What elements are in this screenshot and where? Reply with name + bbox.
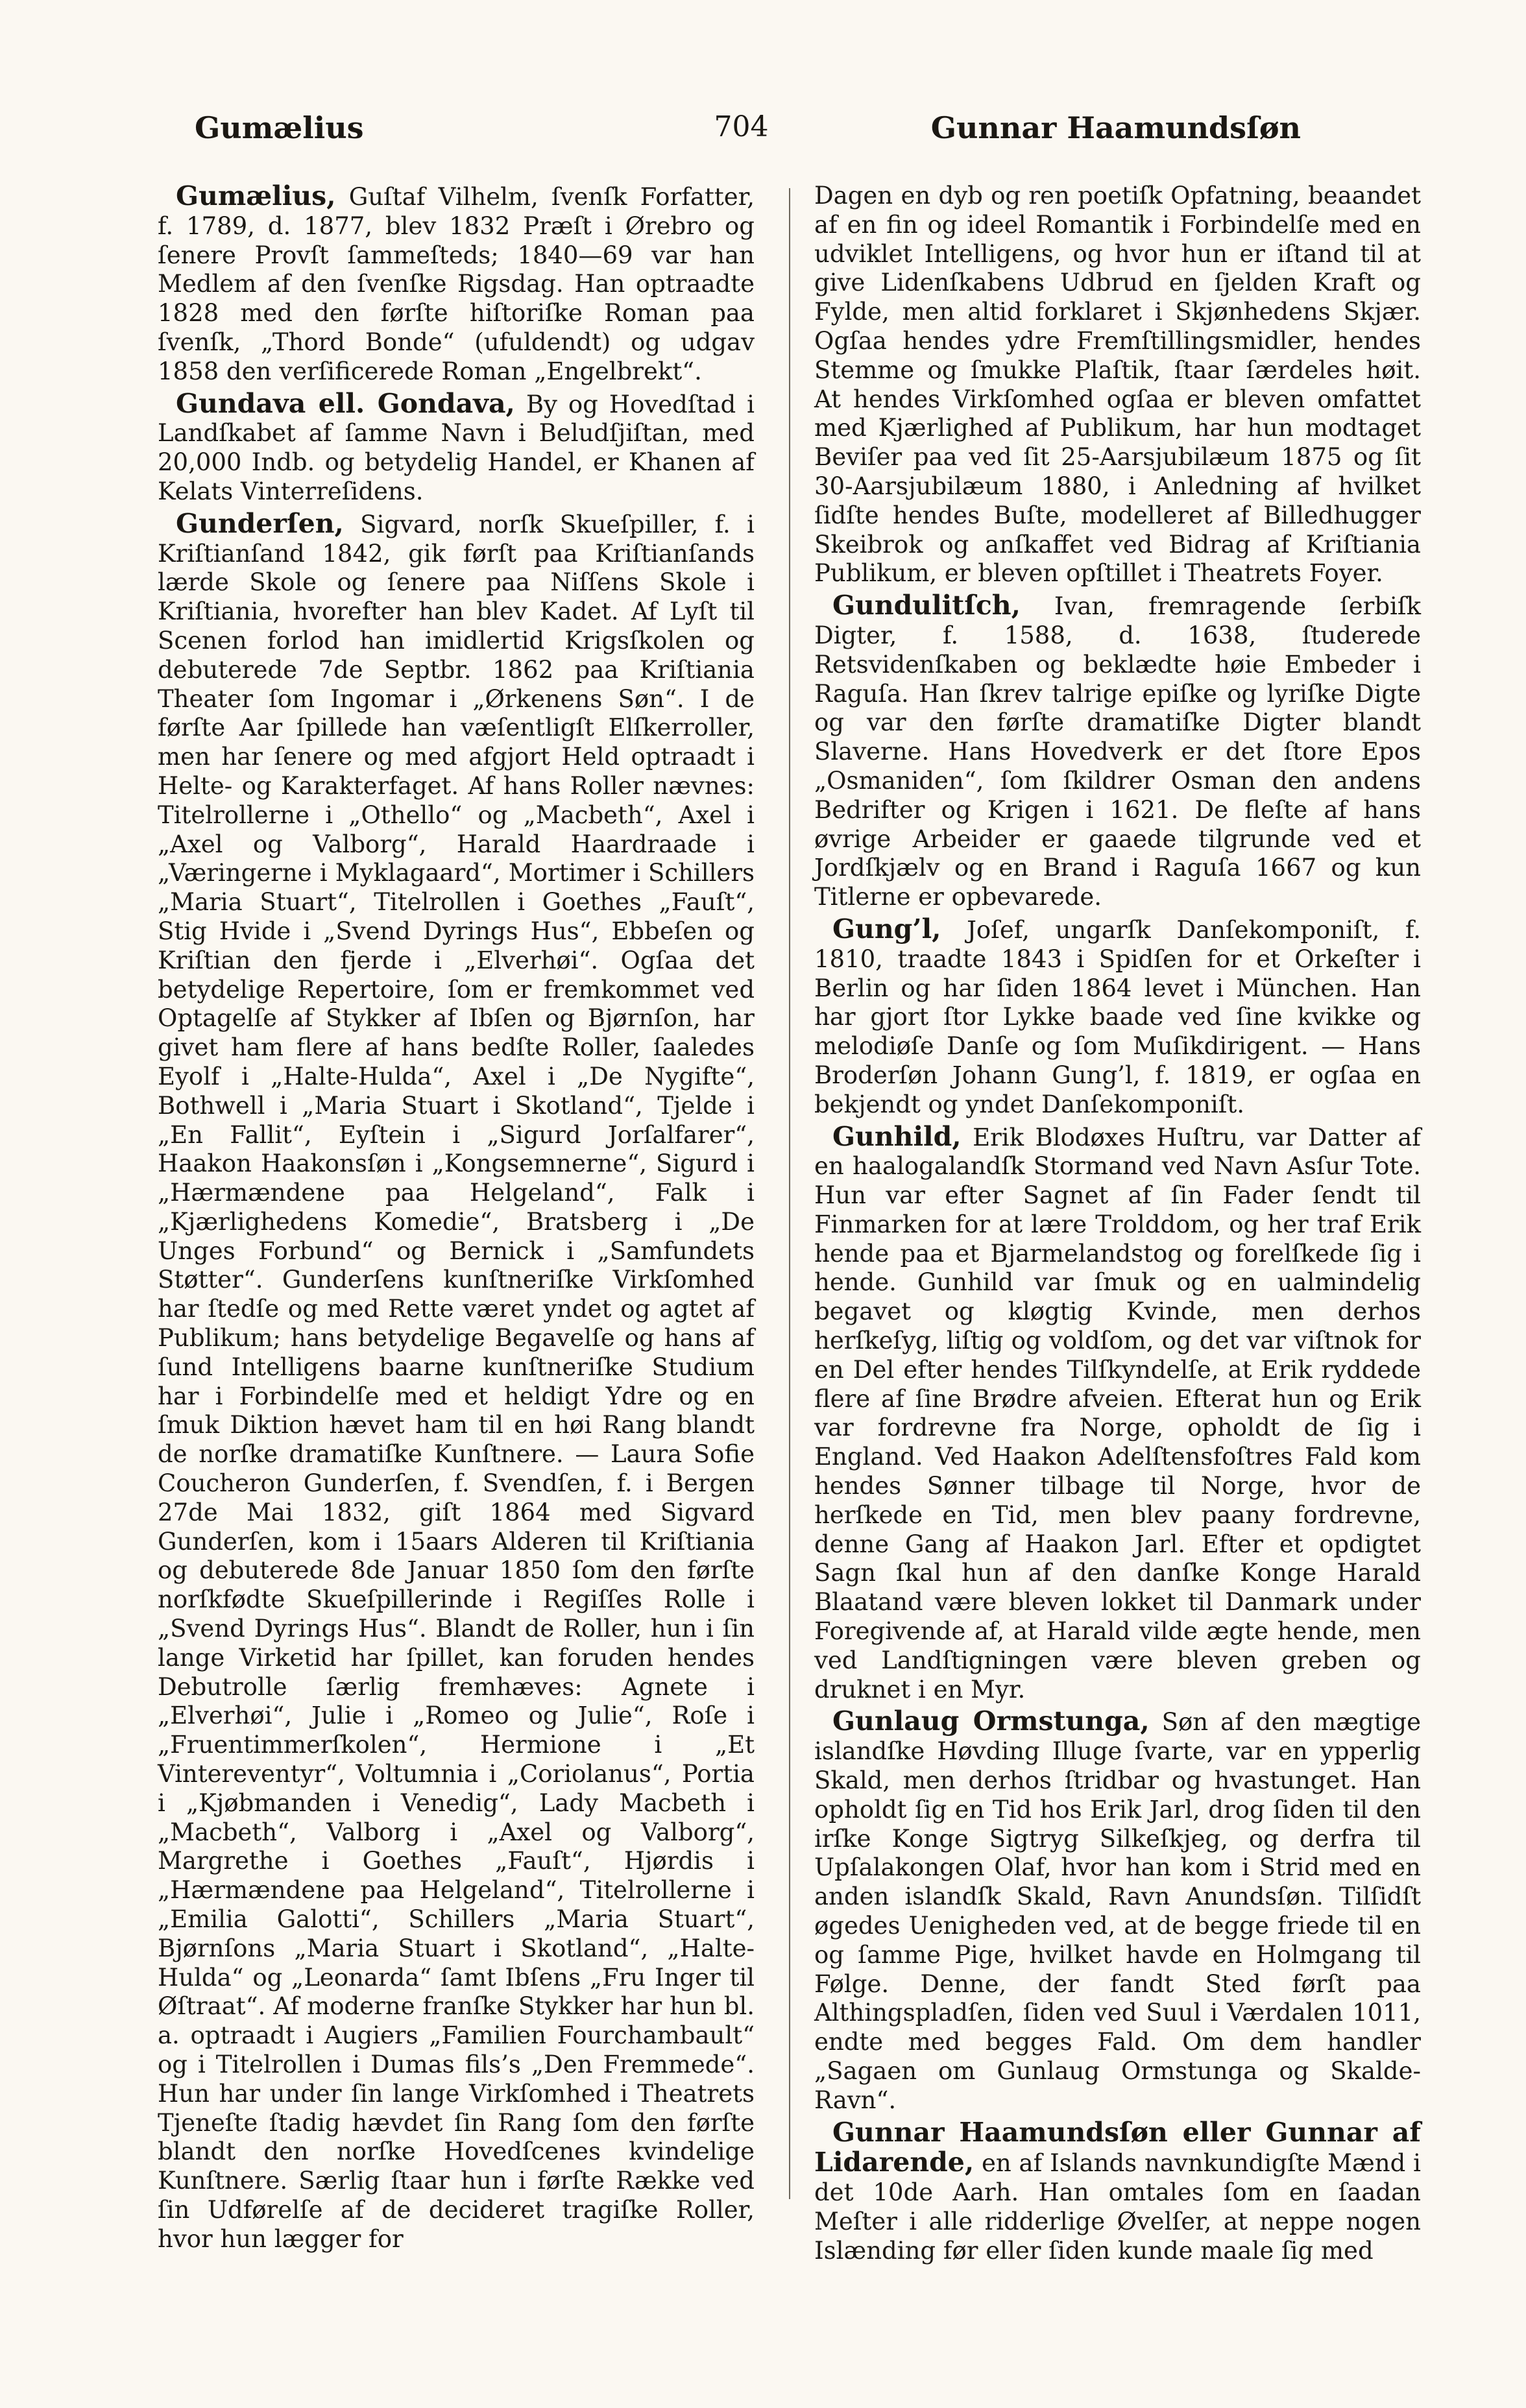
entry-headword: Gunnar Haamundsſøn eller Gunnar af Lidarende,	[814, 2116, 1421, 2178]
entry-text: Sigvard, norſk Skueſpiller, f. i Kriſtianſand 1842, gik førſt paa Kriſtianſands lærde Skole og ſenere paa Niſſens Skole i Kriſtiania, hvorefter han blev Kadet. Af Lyſt til Scenen forlod han imidlertid Krigsſkolen og debuterede 7de Septbr. 1862 paa Kriſtiania Theater ſom Ingomar i „Ørkenens Søn“. I de førſte Aar ſpillede han væſentligſt Elſkerroller, men har ſenere og med afgjort Held optraadt i Helte- og Karakterfaget. Af hans Roller nævnes: Titelrollerne i „Othello“ og „Macbeth“, Axel i „Axel og Valborg“, Harald Haardraade i „Væringerne i Myklagaard“, Mortimer i Schillers „Maria Stuart“, Titelrollen i Goethes „Fauſt“, Stig Hvide i „Svend Dyrings Hus“, Ebbeſen og Kriſtian den fjerde i „Elverhøi“. Ogſaa det betydelige Repertoire, ſom er fremkommet ved Optagelſe af Stykker af Ibſen og Bjørnſon, har givet ham flere af hans bedſte Roller, ſaaledes Eyolf i „Halte-Hulda“, Axel i „De Nygifte“, Bothwell i „Maria Stuart i Skotland“, Tjelde i „En Fallit“, Eyſtein i „Sigurd Jorſalfarer“, Haakon Haakonsſøn i „Kongsemnerne“, Sigurd i „Hærmændene paa Helgeland“, Falk i „Kjærlighedens Komedie“, Bratsberg i „De Unges Forbund“ og Bernick i „Samfundets Støtter“. Gunderſens kunſtneriſke Virkſomhed har ſtedſe og med Rette været yndet og agtet af Publikum; hans betydelige Begavelſe og hans af ſund Intelligens baarne kunſtneriſke Studium har i Forbindelſe med et heldigt Ydre og en ſmuk Diktion hævet ham til en høi Rang blandt de norſke dramatiſke Kunſtnere. — Laura Sofie Coucheron Gunderſen, f. Svendſen, f. i Bergen 27de Mai 1832, giſt 1864 med Sigvard Gunderſen, kom i 15aars Alderen til Kriſtiania og debuterede 8de Januar 1850 ſom den førſte norſkfødte Skueſpillerinde i Regiſſes Rolle i „Svend Dyrings Hus“. Blandt de Roller, hun i ſin lange Virketid har ſpillet, kan foruden hendes Debutrolle ſærlig fremhæves: Agnete i „Elverhøi“, Julie i „Romeo og Julie“, Roſe i „Fruentimmerſkolen“, Hermione i „Et Vintereventyr“, Voltumnia i „Coriolanus“, Portia i „Kjøbmanden i Venedig“, Lady Macbeth i „Macbeth“, Valborg i „Axel og Valborg“, Margrethe i Goethes „Fauſt“, Hjørdis i „Hærmændene paa Helgeland“, Titelrollerne i „Emilia Galotti“, Schillers „Maria Stuart“, Bjørnſons „Maria Stuart i Skotland“, „Halte-Hulda“ og „Leonarda“ ſamt Ibſens „Fru Inger til Øſtraat“. Af moderne franſke Stykker har hun bl. a. optraadt i Augiers „Familien Fourchambault“ og i Titelrollen i Dumas fils’s „Den Fremmede“. Hun har under ſin lange Virkſomhed i Theatrets Tjeneſte ſtadig hævdet ſin Rang ſom den førſte blandt den norſke Hovedſcenes kvindelige Kunſtnere. Særlig ſtaar hun i førſte Række ved ſin Udførelſe af de decideret tragiſke Roller, hvor hun lægger for	[158, 510, 755, 2253]
entry-gumaelius	[158, 182, 755, 387]
entry-headword: Gumælius,	[176, 180, 336, 211]
running-header	[165, 110, 1317, 162]
entry-text: Søn af den mægtige islandſke Høvding Illuge ſvarte, var en ypperlig Skald, men derhos ſtridbar og hvastunget. Han opholdt ſig en Tid hos Erik Jarl, drog ſiden til den irſke Konge Sigtryg Silkeſkjeg, og derfra til Upſalakongen Olaf, hvor han kom i Strid med en anden islandſk Skald, Ravn Anundsſøn. Tilſidſt øgedes Uenigheden ved, at de begge friede til en og ſamme Pige, hvilket havde en Holmgang til Følge. Denne, der fandt Sted førſt paa Althingspladſen, ſiden ved Suul i Værdalen 1011, endte med begges Fald. Om dem handler „Sagaen om Gunlaug Ormstunga og Skalde-Ravn“.	[814, 1708, 1422, 2114]
entry-text: Ivan, fremragende ſerbiſk Digter, f. 1588, d. 1638, ſtuderede Retsvidenſkaben og beklædte høie Embeder i Raguſa. Han ſkrev talrige epiſke og lyriſke Digte og var den førſte dramatiſke Digter blandt Slaverne. Hans Hovedverk er det ſtore Epos „Osmaniden“, ſom ſkildrer Osman den andens Bedrifter og Krigen i 1621. De fleſte af hans øvrige Arbeider er gaaede tilgrunde ved et Jordſkjælv og en Brand i Raguſa 1667 og kun Titlerne er opbevarede.	[814, 592, 1421, 911]
entry-text: Erik Blodøxes Huſtru, var Datter af en haalogalandſk Stormand ved Navn Asſur Tote. Hun var efter Sagnet af ſin Fader ſendt til Finmarken for at lære Trolddom, og her traf Erik hende paa et Bjarmelandstog og forelſkede ſig i hende. Gunhild var ſmuk og en ualmindelig begavet og kløgtig Kvinde, men derhos herſkeſyg, liſtig og voldſom, og det var viſtnok for en Del efter hendes Tilſkyndelſe, at Erik ryddede flere af ſine Brødre afveien. Efterat hun og Erik var fordrevne fra Norge, opholdt de ſig i England. Ved Haakon Adelſtensfoſtres Fald kom hendes Sønner tilbage til Norge, hvor de herſkede en Tid, men blev paany fordrevne, denne Gang af Haakon Jarl. Efter et opdigtet Sagn ſkal hun af den danſke Konge Harald Blaatand være bleven lokket til Danmark under Foregivende af, at Harald vilde ægte hende, men ved Landſtigningen være bleven greben og druknet i en Myr.	[814, 1123, 1422, 1704]
right-column	[814, 182, 1422, 2265]
entry-gundava	[158, 389, 755, 507]
entry-gundulitsch	[814, 591, 1421, 912]
entry-text: Joſef, ungarſk Danſekomponiſt, f. 1810, traadte 1843 i Spidſen for et Orkeſter i Berlin og har ſiden 1864 levet i München. Han har gjort ſtor Lykke baade ved ſine kvikke og melodiøſe Danſe og ſom Muſikdirigent. — Hans Broderſøn Johann Gung’l, f. 1819, er ogſaa en bekjendt og yndet Danſekomponiſt.	[814, 915, 1421, 1118]
entry-gungl	[814, 915, 1421, 1120]
entry-gunlaug	[814, 1707, 1421, 2115]
header-right-guideword: Gunnar Haamundsſøn	[930, 110, 1301, 145]
header-left-guideword: Gumælius	[195, 110, 364, 145]
entry-headword: Gung’l,	[832, 913, 941, 945]
entry-headword: Gunhild,	[832, 1120, 962, 1152]
entry-text: By og Hovedſtad i Landſkabet af ſamme Navn i Beludſjiſtan, med 20,000 Indb. og betydelig Handel, er Khanen af Kelats Vinterreſidens.	[158, 390, 755, 505]
entry-headword: Gunlaug Ormstunga,	[832, 1705, 1150, 1737]
entry-text: Guſtaf Vilhelm, ſvenſk Forfatter, f. 1789, d. 1877, blev 1832 Præſt i Ørebro og ſenere Provſt ſammeſteds; 1840—69 var han Medlem af den ſvenſke Rigsdag. Han optraadte 1828 med den førſte hiſtoriſke Roman paa ſvenſk, „Thord Bonde“ (ufuldendt) og udgav 1858 den verſificerede Roman „Engelbrekt“.	[158, 183, 755, 385]
entry-gunnar	[814, 2118, 1421, 2266]
entry-text: Dagen en dyb og ren poetiſk Opfatning, beaandet af en fin og ideel Romantik i Forbindelſe med en udviklet Intelligens, og hvor hun er iſtand til at give Lidenſkabens Udbrud en ſjelden Kraft og Fylde, men altid forklaret i Skjønhedens Skjær. Ogſaa hendes ydre Fremſtillingsmidler, hendes Stemme og ſmukke Plaſtik, ſtaar ſærdeles høit. At hendes Virkſomhed ogſaa er bleven omfattet med Kjærlighed af Publikum, har hun modtaget Beviſer paa ved ſit 25-Aarsjubilæum 1875 og ſit 30-Aarsjubilæum 1880, i Anledning af hvilket ſidſte hendes Buſte, modelleret af Billedhugger Skeibrok og anſkaffet ved Bidrag af Kriſtiania Publikum, er bleven opſtillet i Theatrets Foyer.	[814, 182, 1421, 588]
left-column	[158, 180, 755, 2253]
entry-gundersen-continued	[814, 182, 1421, 588]
entry-gunhild	[814, 1122, 1421, 1705]
entry-gundersen	[158, 509, 755, 2254]
page-number: 704	[714, 110, 769, 143]
entry-text: en af Islands navnkundigſte Mænd i det 10de Aarh. Han omtales ſom en ſaadan Meſter i alle ridderlige Øvelſer, at neppe nogen Islænding før eller ſiden kunde maale ſig med	[814, 2149, 1421, 2265]
entry-headword: Gundulitſch,	[832, 590, 1021, 621]
entry-headword: Gundava ell. Gondava,	[176, 387, 515, 419]
entry-headword: Gunderſen,	[176, 507, 344, 539]
column-divider	[789, 188, 790, 2199]
